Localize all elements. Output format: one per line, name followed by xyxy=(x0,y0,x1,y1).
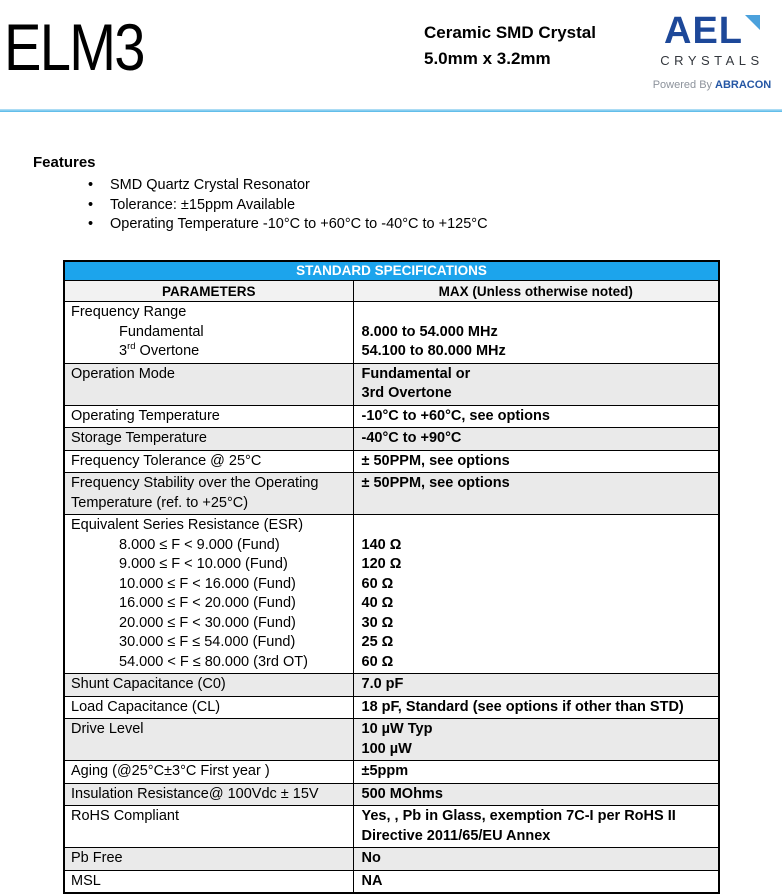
value-cell xyxy=(353,302,719,364)
cell-line: ± 50PPM, see options xyxy=(361,475,510,491)
value-cell xyxy=(353,870,719,893)
column-header-parameters: PARAMETERS xyxy=(64,281,353,302)
cell-line: 30 Ω xyxy=(361,614,394,631)
parameter-cell xyxy=(64,450,353,473)
cell-line: Yes, , Pb in Glass, exemption 7C-I per RoHS II xyxy=(361,808,676,824)
spec-row xyxy=(64,363,719,405)
cell-line: 20.000 ≤ F < 30.000 (Fund) xyxy=(119,614,296,631)
cell-line: Load Capacitance (CL) xyxy=(71,698,221,715)
spec-row xyxy=(64,783,719,806)
cell-line: 140 Ω xyxy=(361,536,402,553)
doc-title-line1: Ceramic SMD Crystal xyxy=(424,23,596,42)
abracon-brand: ABRACON xyxy=(715,79,772,91)
cell-line: 60 Ω xyxy=(361,653,394,670)
value-cell xyxy=(353,473,719,515)
cell-line: Aging (@25°C±3°C First year ) xyxy=(71,763,270,779)
spec-row xyxy=(64,674,719,697)
cell-line: 8.000 to 54.000 MHz xyxy=(361,323,498,340)
parameter-cell xyxy=(64,761,353,784)
cell-line: Pb Free xyxy=(71,850,123,866)
cell-line: Temperature (ref. to +25°C) xyxy=(71,494,249,511)
value-cell xyxy=(353,848,719,871)
cell-line: 7.0 pF xyxy=(361,676,404,692)
table-title: STANDARD SPECIFICATIONS xyxy=(64,261,719,281)
cell-line: Directive 2011/65/EU Annex xyxy=(361,827,551,844)
cell-line: 54.100 to 80.000 MHz xyxy=(361,343,506,359)
header-divider xyxy=(0,109,782,112)
parameter-cell xyxy=(64,783,353,806)
spec-row xyxy=(64,515,719,674)
powered-by-prefix: Powered By xyxy=(652,79,713,91)
parameter-cell xyxy=(64,302,353,364)
spec-row xyxy=(64,450,719,473)
cell-line: MSL xyxy=(71,872,101,889)
logo-triangle-icon xyxy=(745,15,760,30)
cell-line: Fundamental xyxy=(119,323,204,340)
cell-line: Operating Temperature xyxy=(71,407,220,424)
powered-by-line xyxy=(653,79,772,91)
cell-line: Storage Temperature xyxy=(71,430,207,446)
parameter-cell xyxy=(64,473,353,515)
ael-logo-crystals-text: CRYSTALS xyxy=(660,53,764,68)
value-cell xyxy=(353,674,719,697)
value-cell xyxy=(353,515,719,674)
value-cell xyxy=(353,783,719,806)
cell-line: 60 Ω xyxy=(361,575,394,592)
cell-line: Frequency Stability over the Operating xyxy=(71,475,319,491)
cell-line: 3rd Overtone xyxy=(119,341,200,359)
cell-line: 100 µW xyxy=(361,740,412,757)
cell-line: Fundamental or xyxy=(361,365,471,382)
cell-line: 9.000 ≤ F < 10.000 (Fund) xyxy=(119,556,288,572)
spec-row xyxy=(64,428,719,451)
parameter-cell xyxy=(64,428,353,451)
product-name: ELM3 xyxy=(4,10,144,84)
feature-item: • Tolerance: ±15ppm Available xyxy=(88,196,782,216)
features-section xyxy=(33,154,782,235)
cell-line: 16.000 ≤ F < 20.000 (Fund) xyxy=(119,595,296,611)
parameter-cell xyxy=(64,848,353,871)
cell-line: 40 Ω xyxy=(361,595,394,611)
cell-line: Shunt Capacitance (C0) xyxy=(71,676,226,692)
value-cell xyxy=(353,363,719,405)
doc-title xyxy=(424,20,596,72)
ael-logo-wordmark xyxy=(664,12,760,50)
parameter-cell xyxy=(64,870,353,893)
column-header-max: MAX (Unless otherwise noted) xyxy=(353,281,719,302)
parameter-cell xyxy=(64,515,353,674)
value-cell xyxy=(353,806,719,848)
parameter-cell xyxy=(64,719,353,761)
table-header-row xyxy=(64,281,719,302)
cell-line: RoHS Compliant xyxy=(71,808,179,824)
spec-row xyxy=(64,696,719,719)
parameter-cell xyxy=(64,696,353,719)
cell-line: 18 pF, Standard (see options if other than STD) xyxy=(361,698,684,715)
features-heading: Features xyxy=(33,154,96,171)
features-list xyxy=(88,176,782,235)
cell-line: Drive Level xyxy=(71,721,144,737)
spec-row xyxy=(64,473,719,515)
cell-line: 54.000 < F ≤ 80.000 (3rd OT) xyxy=(119,653,308,670)
value-cell xyxy=(353,450,719,473)
spec-row xyxy=(64,806,719,848)
cell-line: Equivalent Series Resistance (ESR) xyxy=(71,517,304,533)
cell-line: Frequency Tolerance @ 25°C xyxy=(71,452,262,469)
value-cell xyxy=(353,428,719,451)
cell-line: 30.000 ≤ F ≤ 54.000 (Fund) xyxy=(119,634,296,650)
cell-line: ±5ppm xyxy=(361,763,409,779)
cell-line: 25 Ω xyxy=(361,634,394,650)
cell-line: 120 Ω xyxy=(361,556,402,572)
cell-line: -40°C to +90°C xyxy=(361,430,462,446)
cell-line: Insulation Resistance@ 100Vdc ± 15V xyxy=(71,785,319,802)
ael-logo-text: AEL xyxy=(664,10,743,52)
doc-title-line2: 5.0mm x 3.2mm xyxy=(424,49,551,68)
cell-line: 8.000 ≤ F < 9.000 (Fund) xyxy=(119,536,280,553)
spec-row xyxy=(64,719,719,761)
cell-line: Frequency Range xyxy=(71,304,187,320)
value-cell xyxy=(353,719,719,761)
cell-line xyxy=(362,516,713,536)
ael-logo xyxy=(646,12,778,91)
cell-line: 10 µW Typ xyxy=(361,721,433,737)
value-cell xyxy=(353,405,719,428)
cell-line: 10.000 ≤ F < 16.000 (Fund) xyxy=(119,575,296,592)
spec-row xyxy=(64,848,719,871)
cell-line: 3rd Overtone xyxy=(361,385,452,401)
cell-line: 500 MOhms xyxy=(361,785,443,802)
cell-line: Operation Mode xyxy=(71,365,175,382)
spec-row xyxy=(64,761,719,784)
feature-item: • SMD Quartz Crystal Resonator xyxy=(88,176,782,196)
table-title-row xyxy=(64,261,719,281)
cell-line: NA xyxy=(361,872,383,889)
value-cell xyxy=(353,761,719,784)
parameter-cell xyxy=(64,674,353,697)
parameter-cell xyxy=(64,363,353,405)
spec-table xyxy=(63,260,720,895)
cell-line xyxy=(362,303,713,323)
spec-row xyxy=(64,870,719,893)
page-header xyxy=(0,0,782,109)
spec-row xyxy=(64,302,719,364)
cell-line: ± 50PPM, see options xyxy=(361,452,510,469)
spec-row xyxy=(64,405,719,428)
parameter-cell xyxy=(64,806,353,848)
value-cell xyxy=(353,696,719,719)
feature-item: • Operating Temperature -10°C to +60°C to -40°C to +125°C xyxy=(88,215,782,235)
cell-line: No xyxy=(361,850,381,866)
parameter-cell xyxy=(64,405,353,428)
cell-line: -10°C to +60°C, see options xyxy=(361,407,550,424)
